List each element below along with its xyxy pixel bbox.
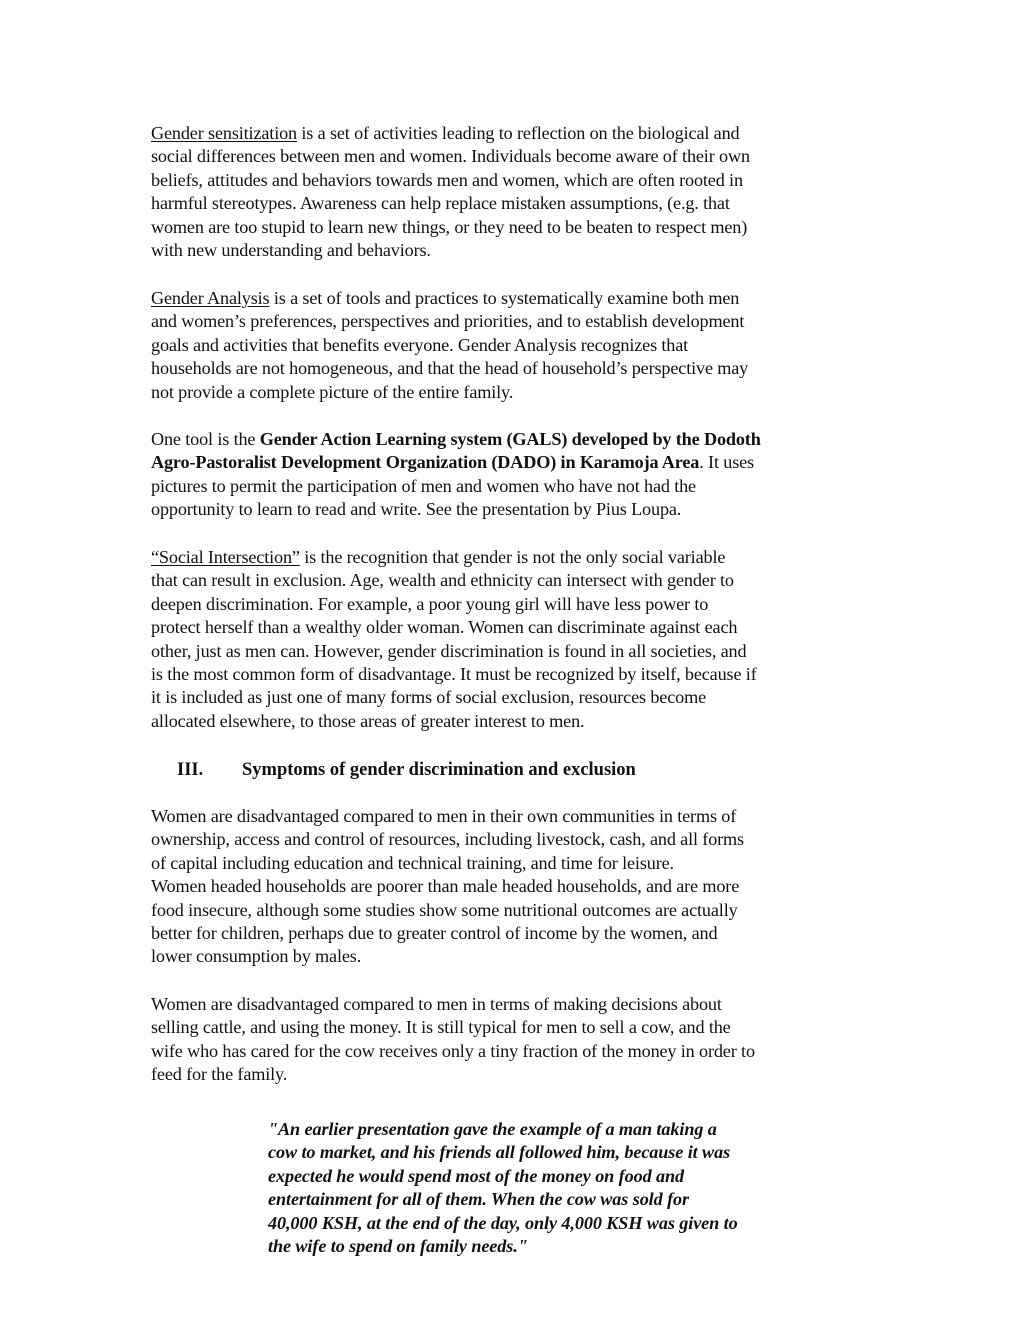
- section-number: III.: [177, 760, 204, 780]
- term-gender-sensitization: Gender sensitization: [151, 123, 297, 143]
- paragraph-resources: Women are disadvantaged compared to men in their own communities in terms of ownership, access and control of resources, including livestock, cash, and all forms of capital including education and technical training, and time for leisure. Women headed households are poorer than male headed households, and are more food insecure, although some studies show some nutritional outcomes are actually better for children, perhaps due to greater control of income by the women, and lower consumption by males.: [151, 806, 744, 967]
- paragraph-social-intersection: “Social Intersection” is the recognition that gender is not the only social variable that can result in exclusion. Age, wealth and ethnicity can intersect with gender to deepen discrimination. For example, a poor young girl will have less power to protect herself than a wealthy older woman. Women can discriminate against each other, just as men can. However, gender discrimination is found in all societies, and is the most common form of disadvantage. It must be recognized by itself, because if it is included as just one of many forms of social exclusion, resources become allocated elsewhere, to those areas of greater interest to men.: [151, 547, 757, 731]
- dado-name: Agro-Pastoralist Development Organization (DADO) in Karamoja Area: [151, 452, 700, 473]
- paragraph-gender-analysis: Gender Analysis is a set of tools and practices to systematically examine both men and women’s preferences, perspectives and priorities, and to establish development goals and activities that benefits everyone. Gender Analysis recognizes that households are not homogeneous, and that the head of household’s perspective may not provide a complete picture of the entire family.: [151, 288, 749, 402]
- paragraph-decisions: Women are disadvantaged compared to men in terms of making decisions about selling cattle, and using the money. It is still typical for men to sell a cow, and the wife who has cared for the cow receives only a tiny fraction of the money in order to feed for the family.: [151, 994, 755, 1085]
- term-gender-analysis: Gender Analysis: [151, 288, 270, 308]
- paragraph-gender-sensitization: Gender sensitization is a set of activities leading to reflection on the biological and social differences between men and women. Individuals become aware of their own beliefs, attitudes and behaviors towards men and women, which are often rooted in harmful stereotypes. Awareness can help replace mistaken assumptions, (e.g. that women are too stupid to learn new things, or they need to be beaten to respect men) with new understanding and behaviors.: [151, 123, 750, 261]
- paragraph-gals-tool: One tool is the Gender Action Learning system (GALS) developed by the Dodoth Agro-Pastoralist Development Organization (DADO) in Karamoja Area. It uses pictures to permit the participation of men and women who have not had the opportunity to learn to read and write. See the presentation by Pius Loupa.: [151, 429, 761, 520]
- gals-name: Gender Action Learning system (GALS) developed by the Dodoth: [259, 429, 761, 449]
- section-title: Symptoms of gender discrimination and exclusion: [242, 760, 636, 780]
- term-social-intersection: “Social Intersection”: [151, 547, 300, 567]
- block-quote: "An earlier presentation gave the example of a man taking a cow to market, and his friends all followed him, because it was expected he would spend most of the money on food and entertainment for all of them. When the cow was sold for 40,000 KSH, at the end of the day, only 4,000 KSH was given to the wife to spend on family needs.": [268, 1119, 738, 1257]
